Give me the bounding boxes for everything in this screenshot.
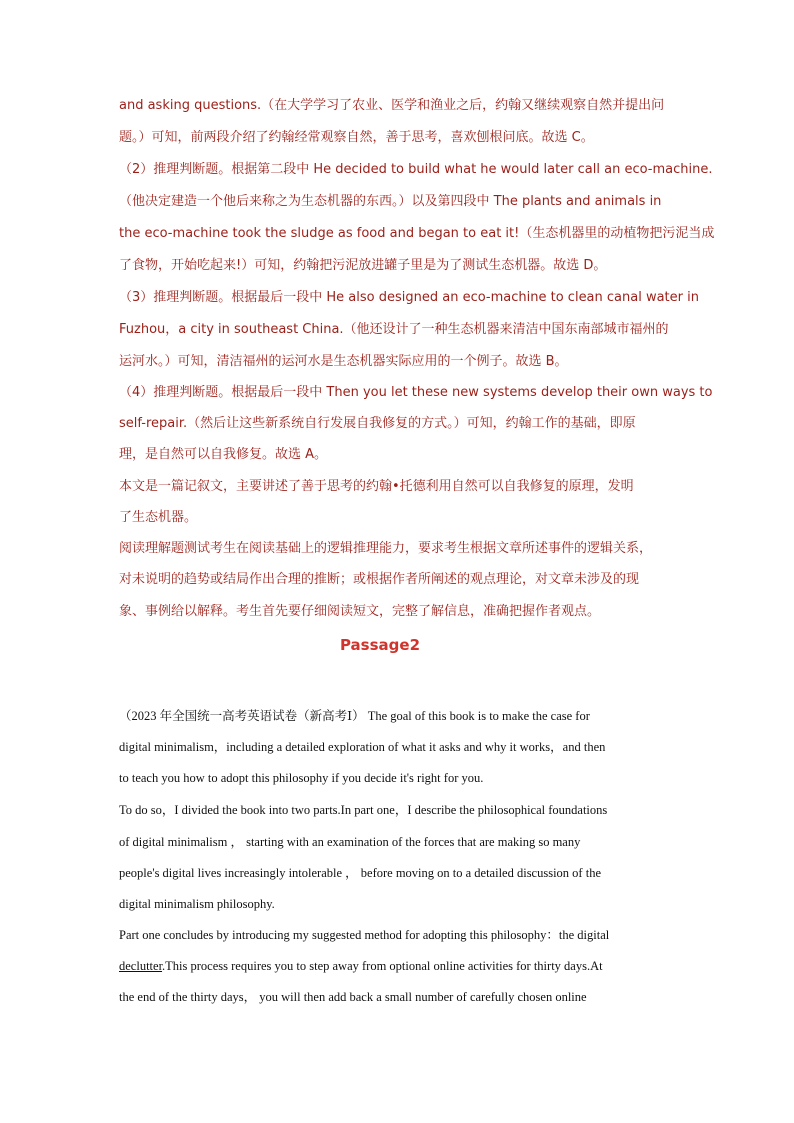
passage-line: Part one concludes by introducing my suggested method for adopting this philosophy：the digital bbox=[119, 928, 610, 942]
explanation-line: （2）推理判断题。根据第二段中 He decided to build what he would later call an eco-machine. bbox=[119, 162, 713, 177]
passage-line: of digital minimalism ， starting with an examination of the forces that are making so many bbox=[119, 835, 581, 849]
explanation-line: 题。）可知，前两段介绍了约翰经常观察自然，善于思考，喜欢刨根问底。故选 C。 bbox=[119, 130, 594, 145]
explanation-line: （他决定建造一个他后来称之为生态机器的东西。）以及第四段中 The plants and animals in bbox=[119, 194, 662, 209]
passage-line: To do so，I divided the book into two parts.In part one，I describe the philosophical foundations bbox=[119, 803, 608, 817]
method-line: 阅读理解题测试考生在阅读基础上的逻辑推理能力，要求考生根据文章所述事件的逻辑关系， bbox=[119, 541, 653, 556]
explanation-line: 了食物，开始吃起来!）可知，约翰把污泥放进罐子里是为了测试生态机器。故选 D。 bbox=[119, 258, 607, 273]
summary-line: 了生态机器。 bbox=[119, 510, 198, 525]
explanation-line: 运河水。）可知，清洁福州的运河水是生态机器实际应用的一个例子。故选 B。 bbox=[119, 354, 568, 369]
explanation-line: self-repair.（然后让这些新系统自行发展自我修复的方式。）可知，约翰工作的基础，即原 bbox=[119, 416, 636, 431]
passage-line-rest: .This process requires you to step away from optional online activities for thirty days.At bbox=[162, 959, 603, 973]
summary-line: 本文是一篇记叙文，主要讲述了善于思考的约翰•托德利用自然可以自我修复的原理，发明 bbox=[119, 479, 634, 494]
passage-line: digital minimalism，including a detailed exploration of what it asks and why it works，and then bbox=[119, 740, 606, 754]
explanation-line: （4）推理判断题。根据最后一段中 Then you let these new systems develop their own ways to bbox=[119, 385, 713, 400]
method-line: 对未说明的趋势或结局作出合理的推断；或根据作者所阐述的观点理论，对文章未涉及的现 bbox=[119, 572, 640, 587]
passage-line: （2023 年全国统一高考英语试卷（新高考Ⅰ） The goal of this book is to make the case for bbox=[119, 709, 590, 723]
passage-line bbox=[119, 956, 603, 976]
passage-line: the end of the thirty days， you will then add back a small number of carefully chosen online bbox=[119, 990, 587, 1004]
passage-line: people's digital lives increasingly intolerable ， before moving on to a detailed discussion of the bbox=[119, 866, 601, 880]
passage-line: digital minimalism philosophy. bbox=[119, 897, 275, 911]
explanation-line: and asking questions.（在大学学习了农业、医学和渔业之后，约翰又继续观察自然并提出问 bbox=[119, 98, 665, 113]
explanation-line: Fuzhou，a city in southeast China.（他还设计了一种生态机器来清洁中国东南部城市福州的 bbox=[119, 322, 669, 337]
section-heading: Passage2 bbox=[339, 636, 421, 654]
passage-line: to teach you how to adopt this philosophy if you decide it's right for you. bbox=[119, 771, 484, 785]
underlined-term: declutter bbox=[119, 959, 163, 973]
explanation-line: the eco-machine took the sludge as food and began to eat it!（生态机器里的动植物把污泥当成 bbox=[119, 226, 715, 241]
method-line: 象、事例给以解释。考生首先要仔细阅读短文，完整了解信息，准确把握作者观点。 bbox=[119, 604, 601, 619]
explanation-line: 理，是自然可以自我修复。故选 A。 bbox=[119, 447, 328, 462]
explanation-line: （3）推理判断题。根据最后一段中 He also designed an eco-machine to clean canal water in bbox=[119, 290, 699, 305]
